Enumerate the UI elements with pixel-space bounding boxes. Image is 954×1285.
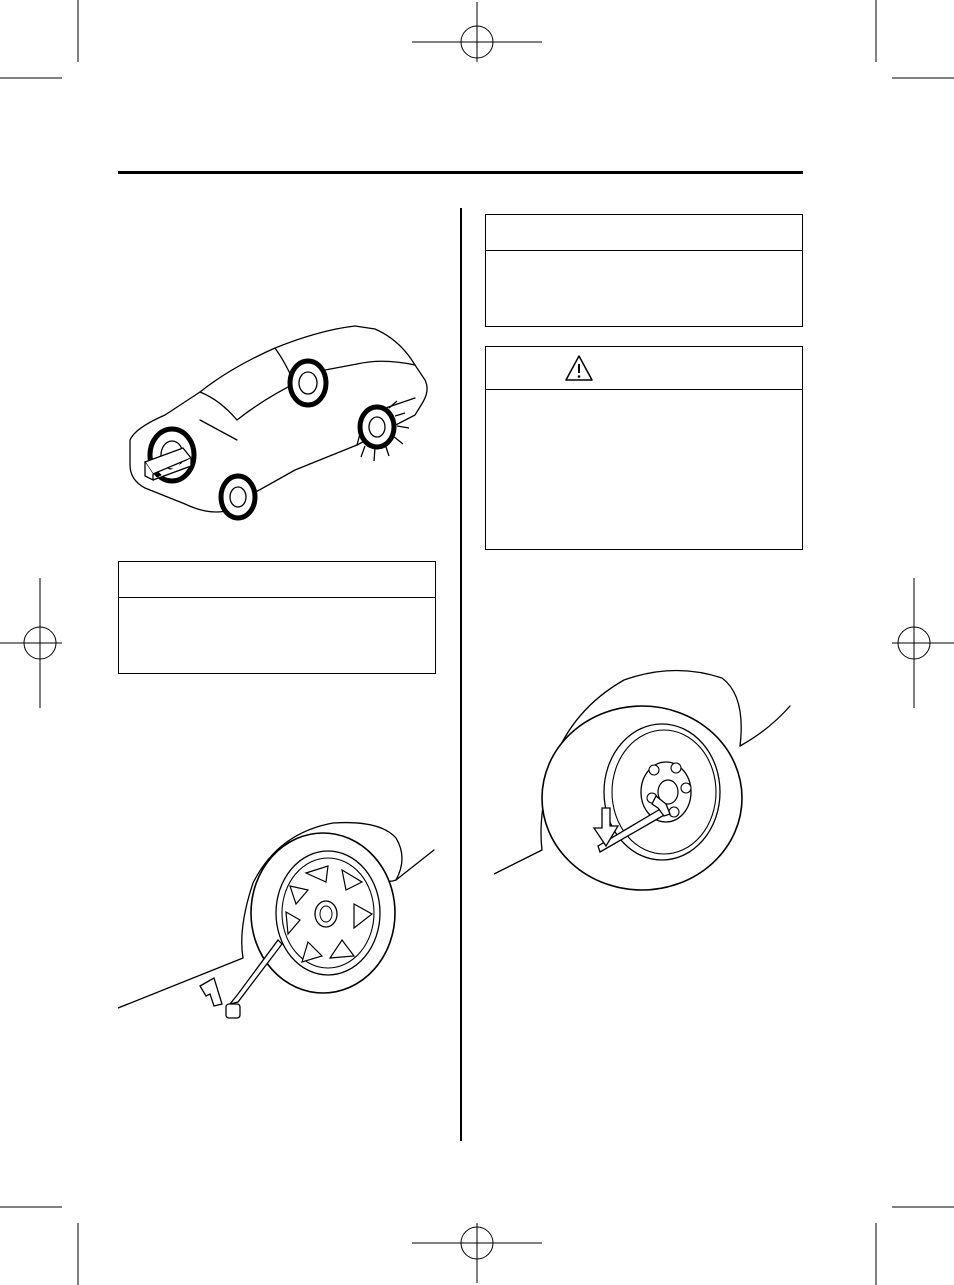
registration-mark-right <box>892 578 954 708</box>
note-box-right-body <box>486 251 802 325</box>
caution-box <box>485 346 803 550</box>
car-with-wheel-chocks-illustration <box>125 320 435 530</box>
note-box-left-header <box>119 562 435 598</box>
registration-mark-top <box>412 2 542 62</box>
warning-triangle-icon <box>564 354 594 382</box>
note-box-right-header <box>486 215 802 251</box>
registration-mark-bottom <box>412 1223 542 1283</box>
header-rule <box>118 171 803 174</box>
note-box-left <box>118 561 436 674</box>
caution-box-header <box>486 347 802 390</box>
hubcap-removal-wrench-illustration <box>118 818 436 1038</box>
lug-nut-loosening-wrench-illustration <box>494 668 794 898</box>
column-divider <box>460 208 462 1141</box>
caution-box-body <box>486 390 802 548</box>
note-box-left-body <box>119 598 435 672</box>
registration-mark-left <box>0 578 62 708</box>
note-box-right <box>485 214 803 327</box>
